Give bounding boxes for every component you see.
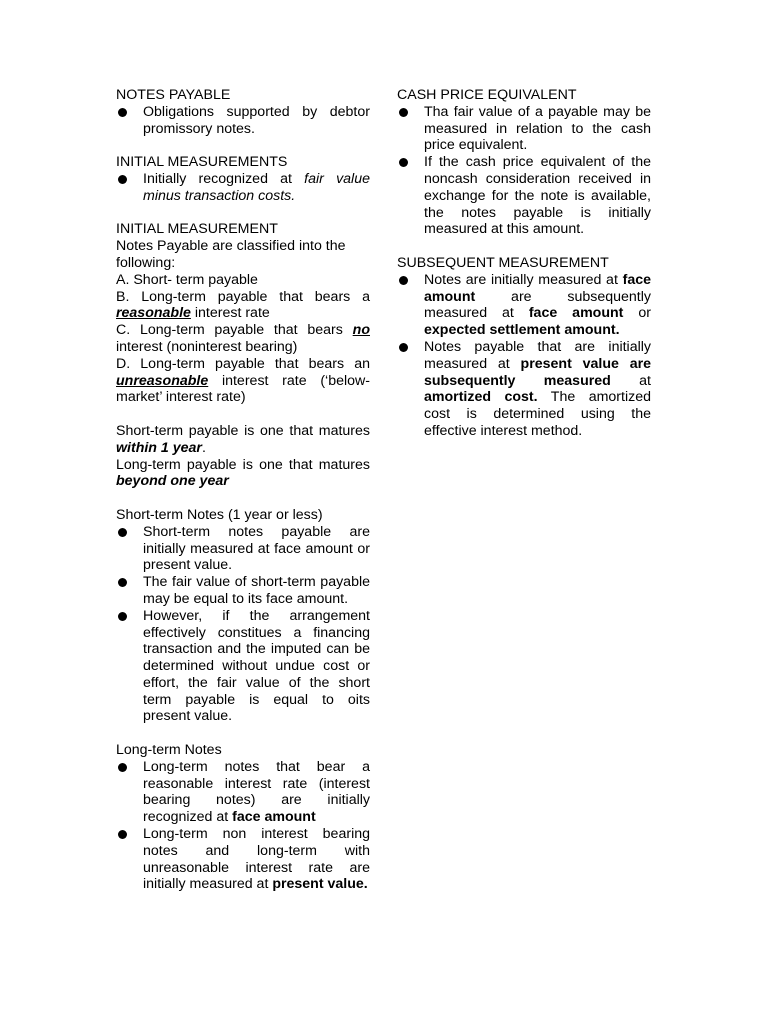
list-item: Initially recognized at fair value minus transaction costs. bbox=[116, 171, 370, 205]
list-item: However, if the arrangement effectively constitues a financing transaction and the imputed can be determined without undue cost or effort, the fair value of the short term payable is equal to oits present value. bbox=[116, 608, 370, 726]
cash-price-list bbox=[397, 104, 651, 238]
bullet-icon bbox=[118, 763, 127, 772]
long-term-notes-list bbox=[116, 759, 370, 893]
bullet-icon bbox=[399, 158, 408, 167]
heading-subsequent-measurement: SUBSEQUENT MEASUREMENT bbox=[397, 254, 609, 271]
list-item: Notes payable that are initially measured at present value are subsequently measured at amortized cost. The amortized cost is determined using the effective interest method. bbox=[397, 339, 651, 440]
list-item: Long-term non interest bearing notes and long-term with unreasonable interest rate are initially measured at present value. bbox=[116, 826, 370, 893]
list-item: Short-term notes payable are initially measured at face amount or present value. bbox=[116, 524, 370, 574]
heading-short-term-notes: Short-term Notes (1 year or less) bbox=[116, 506, 323, 523]
bullet-icon bbox=[118, 612, 127, 621]
short-term-notes-list bbox=[116, 524, 370, 726]
notes-payable-list bbox=[116, 104, 370, 138]
heading-notes-payable: NOTES PAYABLE bbox=[116, 87, 231, 103]
bullet-icon bbox=[399, 108, 408, 117]
initial-measurements-list bbox=[116, 171, 370, 205]
classification-intro: Notes Payable are classified into the following: bbox=[116, 238, 346, 271]
heading-initial-measurements: INITIAL MEASUREMENTS bbox=[116, 154, 288, 171]
bullet-icon bbox=[118, 175, 127, 184]
classification-b: B. Long-term payable that bears a reasonable interest rate bbox=[116, 288, 370, 322]
long-term-definition: Long-term payable is one that matures beyond one year bbox=[116, 456, 370, 490]
classification-d: D. Long-term payable that bears an unreasonable interest rate (‘below-market’ interest rate) bbox=[116, 355, 370, 406]
bullet-icon bbox=[118, 830, 127, 839]
bullet-icon bbox=[399, 343, 408, 352]
bullet-icon bbox=[399, 276, 408, 285]
bullet-icon bbox=[118, 528, 127, 537]
list-item: Tha fair value of a payable may be measured in relation to the cash price equivalent. bbox=[397, 104, 651, 154]
list-item: Obligations supported by debtor promissory notes. bbox=[116, 104, 370, 138]
list-item: Notes are initially measured at face amount are subsequently measured at face amount or expected settlement amount. bbox=[397, 272, 651, 339]
subsequent-measurement-list bbox=[397, 272, 651, 440]
heading-cash-price-equivalent: CASH PRICE EQUIVALENT bbox=[397, 87, 577, 103]
heading-long-term-notes: Long-term Notes bbox=[116, 742, 222, 759]
classification-a: A. Short- term payable bbox=[116, 271, 258, 288]
list-item: The fair value of short-term payable may be equal to its face amount. bbox=[116, 574, 370, 608]
list-item: Long-term notes that bear a reasonable interest rate (interest bearing notes) are initially recognized at face amount bbox=[116, 759, 370, 826]
heading-initial-measurement: INITIAL MEASUREMENT bbox=[116, 221, 278, 238]
left-column bbox=[116, 87, 370, 893]
classification-c: C. Long-term payable that bears no interest (noninterest bearing) bbox=[116, 322, 370, 355]
bullet-icon bbox=[118, 578, 127, 587]
bullet-icon bbox=[118, 108, 127, 117]
list-item: If the cash price equivalent of the noncash consideration received in exchange for the note is available, the notes payable is initially measured at this amount. bbox=[397, 154, 651, 238]
short-term-definition: Short-term payable is one that matures within 1 year. bbox=[116, 422, 370, 456]
right-column bbox=[397, 87, 651, 440]
